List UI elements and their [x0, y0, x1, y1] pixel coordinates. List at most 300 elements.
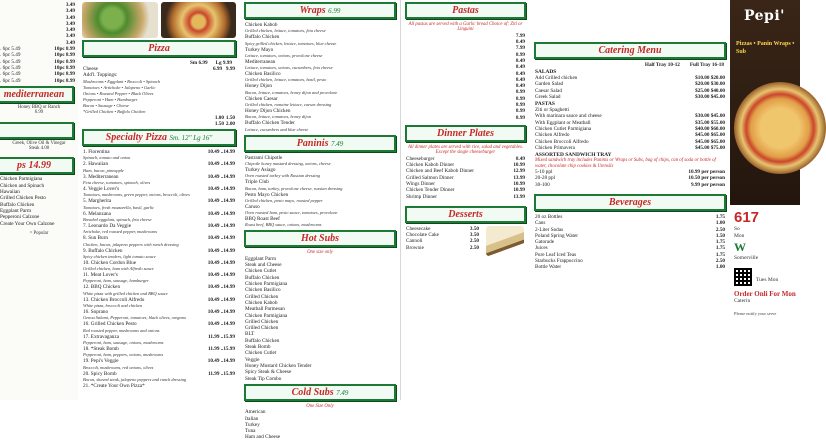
- item-price: 1.75: [715, 213, 725, 220]
- item-name: 19. Pepi's Veggie: [83, 358, 119, 365]
- half-tray-price: $45.00: [695, 144, 710, 151]
- item-description: Bacon, lettuce, tomatoes, honey dijon and provolone: [245, 89, 338, 95]
- topping-price-small: 1.50: [214, 120, 224, 127]
- item-description: Broccoli, mushrooms, red onions, olives: [83, 364, 154, 370]
- list-item: Eggplant Parm: [0, 207, 31, 214]
- item-name: Chicken Primavera: [535, 144, 575, 151]
- item-name: Shrimp Dinner: [406, 193, 437, 200]
- item-name: Caruso: [245, 203, 260, 210]
- item-price: 8.49: [515, 64, 525, 71]
- topping-price-row: [78, 121, 240, 127]
- item-price: 2.50: [715, 258, 725, 265]
- item-description: Roast beef, BBQ sauce, onions, mushrooms: [245, 222, 322, 228]
- item-price: 10.49 ..14.99: [207, 358, 235, 365]
- list-item: *Grilled Chicken • Buffalo Chicken: [83, 108, 146, 114]
- list-item: Steak Bomb: [245, 344, 271, 351]
- pastas-title: PASTAS: [535, 101, 555, 108]
- brand-tagline: Pizzas • Panin Wraps • Sub: [736, 41, 795, 55]
- item-description: Chipotle honey mustard dressing, onions, cheese: [245, 160, 331, 166]
- item-description: Tomatoes, mushrooms, green pepper, onions, broccoli, olives: [83, 192, 190, 198]
- list-item: BLT: [245, 331, 255, 338]
- item-name: 13. Chicken Broccoli Alfredo: [83, 296, 145, 303]
- full-tray-price: $30.00: [710, 81, 725, 88]
- item-price: 10.49 ..14.99: [207, 321, 235, 328]
- item-name: . 6pc 5.49: [0, 58, 21, 65]
- mediterranean-header: mediterranean: [0, 86, 74, 103]
- half-tray-price: $35.00: [695, 119, 710, 126]
- item-name: 17. Extravaganza: [83, 333, 120, 340]
- item-price: 10.49 ..14.99: [207, 272, 235, 279]
- toppings-list: [78, 79, 240, 128]
- list-item: Mushrooms • Eggplant • Broccoli • Spinach: [83, 78, 160, 84]
- item-price: 2.50: [715, 226, 725, 233]
- item-name: 6. Melanzana: [83, 210, 111, 217]
- item-price: 8.49: [515, 58, 525, 64]
- dinner-list: [401, 156, 530, 200]
- full-tray-price: $75.00: [710, 144, 725, 151]
- item-description: Bacon, shaved steak, jalapeno peppers and ranch dressing: [83, 376, 187, 382]
- item-name: Cannoli: [406, 238, 423, 245]
- item-name: 2-Liter Sodas: [535, 226, 564, 233]
- item-price: 8.99: [515, 51, 525, 58]
- full-tray-price: $65.00: [710, 132, 725, 139]
- wraps-list: [240, 22, 400, 133]
- item-name: Chicken Cutlet Parmigiana: [535, 126, 592, 133]
- item-description: Ham, bacon, pineapple: [83, 167, 124, 173]
- dinner-note: All dinner plates are served with rice, salad and vegetables. Except the single cheeseburger: [407, 144, 524, 156]
- list-item: Meatball Parmesan: [245, 306, 285, 313]
- list-item: Chicken Cutlet: [245, 350, 277, 357]
- list-item: Steak and Cheese: [245, 262, 282, 269]
- item-name: 4. Veggie Lover's: [83, 186, 120, 193]
- item-name: 7. Leonardo Da Veggie: [83, 222, 132, 229]
- full-tray-price: $45.00: [710, 113, 725, 120]
- item-name: 16. Grilled Chicken Pesto: [83, 321, 137, 328]
- item-price: 10.49 ..14.99: [207, 161, 235, 168]
- item-price: 10.49 ..14.99: [207, 284, 235, 291]
- specialty-pizza-header: Specialty Pizza Sm. 12" Lg 16": [82, 129, 236, 146]
- item-description: Lettuce, tomatoes, onions, provolone cheese: [245, 52, 323, 58]
- item-description: Grilled chicken, romaine lettuce, caesar dressing: [245, 102, 332, 108]
- topping-price-small: 1.00: [214, 114, 224, 121]
- item-name: Chicken Basilico: [245, 71, 281, 78]
- item-description: Artichoke, red roasted pepper, mushrooms: [83, 229, 158, 235]
- half-tray-label: Half Tray 10-12: [644, 62, 680, 68]
- list-item: American: [245, 409, 266, 416]
- item-price: 10.49 ..14.99: [207, 186, 235, 193]
- pastas-dinner-panel: [400, 0, 530, 400]
- size-small: Sm 6.99: [189, 60, 208, 66]
- list-item: Chicken Parmigiana: [0, 176, 43, 183]
- list-item: Italian: [245, 415, 259, 422]
- paninis-list: [240, 155, 400, 229]
- item-price: 13.99: [513, 193, 525, 200]
- item-price: 10pc 8.99: [54, 77, 75, 84]
- item-name: Chicken Kabob: [245, 22, 278, 28]
- wraps-subs-panel: [240, 0, 400, 441]
- full-tray-price: $55.00: [710, 119, 725, 126]
- item-price: 8.99: [515, 114, 525, 121]
- item-name: Chicken Caesar: [245, 95, 278, 102]
- list-item: Spicy Steak & Cheese: [245, 369, 292, 376]
- item-price: 3.49: [65, 20, 75, 27]
- list-item: Buffalo Chicken: [245, 274, 280, 281]
- item-price: 2.50: [469, 244, 479, 251]
- item-description: Genoa Salami, Pepperoni, tomatoes, black olives, oregano: [83, 315, 187, 321]
- item-name: Cheesecake: [406, 225, 431, 232]
- item-name: Grilled Salmon Dinner: [406, 174, 454, 181]
- menu-row: [401, 194, 530, 200]
- item-description: Red roasted pepper, mushrooms and onions: [83, 327, 160, 333]
- dressing-options: Greek, Olive Oil & Vinegar: [12, 140, 66, 146]
- list-item: Grilled Chicken: [245, 293, 279, 300]
- catering-header: Catering Menu: [534, 42, 726, 59]
- catering-text: Caterin: [734, 298, 751, 305]
- cheese-pizza-row: Cheese 6.99 9.99: [83, 66, 235, 72]
- item-name: Chicken Tender Dinner: [406, 187, 455, 194]
- item-description: Spicy grilled chicken, lettuce, tomatoes, blue cheese: [245, 40, 337, 46]
- steak-addon: Steak 4.00: [28, 146, 50, 152]
- item-name: 10. Chicken Cordon Blue: [83, 259, 137, 266]
- qr-code-icon[interactable]: [734, 268, 752, 286]
- salads-header: [0, 122, 74, 139]
- item-name: Buffalo Chicken: [245, 34, 280, 41]
- item-name: Turkey Mayo: [245, 46, 274, 53]
- list-item: Veggie: [245, 356, 260, 363]
- item-price: 7.99: [515, 45, 525, 52]
- item-name: Juices: [535, 245, 548, 252]
- list-item: Eggplant Parm: [245, 255, 276, 262]
- town-name: Somerville: [734, 255, 759, 261]
- item-name: Poland Spring Water: [535, 232, 578, 239]
- item-description: Bacon, ham, turkey, provolone cheese, russian dressing: [245, 185, 343, 191]
- item-name: Triple Club: [245, 179, 269, 186]
- cold-subs-list: [240, 409, 400, 440]
- list-item: Buffalo Chicken: [245, 337, 280, 344]
- list-item: Chicken Parmigiana: [245, 281, 288, 288]
- list-item: Steak Tip Combo: [245, 375, 282, 382]
- half-tray-price: $45.00: [695, 132, 710, 139]
- pastas-list: [401, 33, 530, 121]
- item-description: Pepperoni, ham, sausage, onions, mushrooms: [83, 339, 164, 345]
- item-description: White pizza, broccoli and chicken: [83, 303, 143, 309]
- item-name: Gatorade: [535, 239, 555, 246]
- item-description: Lettuce, cucumbers and blue cheese: [245, 126, 309, 132]
- item-price: 10pc 8.99: [54, 46, 75, 53]
- item-name: 5-10 ppl: [535, 169, 553, 176]
- item-price: 11.99 ..15.99: [208, 345, 235, 352]
- sandwich-title: ASSORTED SANDWICH TRAY: [535, 152, 612, 159]
- calzones-header: ps 14.99: [0, 157, 74, 174]
- item-description: Pepperoni, ham, sausage, hamburger: [83, 278, 149, 284]
- pastas-header: Pastas: [405, 2, 526, 19]
- item-name: Cans: [535, 220, 546, 227]
- list-item: Chicken Cutlet: [245, 268, 277, 275]
- cold-subs-header: Cold Subs 7.49: [244, 384, 396, 401]
- list-item: Pepperoni • Ham • Hamburger: [83, 96, 138, 102]
- item-description: Breaded eggplant, spinach, feta cheese: [83, 216, 152, 222]
- item-name: . 6pc 5.49: [0, 64, 21, 71]
- item-price: 8.49: [515, 70, 525, 77]
- full-tray-price: $45.00: [710, 93, 725, 100]
- wraps-header: Wraps 6.99: [244, 2, 396, 19]
- dressing-price: 6.99: [34, 110, 44, 116]
- list-item: Chicken Basilico: [245, 287, 281, 294]
- list-item: Chicken Parmigiana: [245, 312, 288, 319]
- item-name: . 6pc 5.49: [0, 71, 21, 78]
- item-price: 3.49: [65, 39, 75, 46]
- item-price: 10.49 ..14.99: [207, 173, 235, 180]
- hot-subs-note: One size only: [307, 250, 333, 256]
- list-item: Pepperoni Calzone: [0, 214, 40, 221]
- toppings-title: Add'l. Toppings:: [83, 72, 118, 79]
- item-price: 8.49: [515, 76, 525, 83]
- item-name: Turkey Asiago: [245, 166, 276, 173]
- item-name: Chicken Broccoli Alfredo: [535, 138, 589, 145]
- cover-info: [730, 205, 800, 400]
- list-item: Ham and Cheese: [245, 434, 281, 441]
- item-price: 10pc 8.99: [54, 71, 75, 78]
- food-photos: [82, 2, 236, 38]
- item-price: 8.99: [515, 95, 525, 102]
- item-description: Grilled chicken, lettuce, tomatoes, feta cheese: [245, 28, 326, 34]
- item-name: 30-100: [535, 181, 550, 188]
- full-tray-price: $20.00: [710, 75, 725, 81]
- item-price: 13.99: [513, 174, 525, 181]
- half-tray-price: $25.00: [695, 87, 710, 94]
- item-price: 10pc 8.99: [54, 58, 75, 65]
- item-description: Grilled chicken, lettuce, tomatoes, basil, pesto: [245, 77, 327, 83]
- list-item: Bacon • Sausage • Cheese: [83, 102, 129, 108]
- tray-prices: [693, 145, 725, 151]
- allergy-notice: Please notify your serve: [734, 311, 777, 317]
- half-tray-price: $10.00: [695, 75, 710, 81]
- menu-row: [401, 245, 484, 251]
- item-price: 3.49: [65, 27, 75, 34]
- item-price: 8.49: [515, 155, 525, 162]
- item-price: 10pc 8.99: [54, 52, 75, 59]
- brand-title: Pepi': [744, 8, 785, 24]
- list-item: Onions • Roasted Pepper • Black Olives: [83, 90, 154, 96]
- catering-salads: [530, 75, 730, 100]
- item-description: Grilled chicken, ham with Alfredo sauce: [83, 266, 154, 272]
- item-name: 2. Hawaiian: [83, 161, 109, 168]
- list-item: Grilled Chicken: [245, 325, 279, 332]
- dinner-plates-header: Dinner Plates: [405, 125, 526, 142]
- item-price: 1.00: [715, 264, 725, 271]
- pizza-panel: [78, 0, 240, 400]
- item-price: 3.49: [65, 33, 75, 40]
- item-name: 20. Spicy Bomb: [83, 370, 117, 377]
- item-price: 12.99: [513, 168, 525, 175]
- delivery-letter: W: [734, 240, 746, 254]
- topping-price-large: 2.00: [225, 120, 235, 127]
- item-name: 8. Sun Burn: [83, 235, 108, 242]
- full-tray-price: $65.00: [710, 138, 725, 145]
- item-name: Pastrami Chipotle: [245, 154, 283, 161]
- half-tray-price: $30.00: [695, 113, 710, 120]
- item-description: Chicken, bacon, jalapeno peppers with ranch dressing: [83, 241, 179, 247]
- item-name: Buffalo Chicken Tender: [245, 120, 295, 127]
- menu-row: [530, 264, 730, 270]
- list-item: Tomatoes • Artichoke • Jalapeno • Garlic: [83, 84, 156, 90]
- item-price: 7.99: [515, 32, 525, 39]
- item-description: Lettuce, tomatoes, onions, cucumbers, feta cheese: [245, 65, 333, 71]
- tray-prices: [693, 94, 725, 100]
- order-online-text[interactable]: Order Onli For Mon: [734, 290, 796, 299]
- phone-number[interactable]: 617: [734, 209, 760, 226]
- item-price: 10.49 ..14.99: [207, 222, 235, 229]
- item-name: 16. Soprano: [83, 309, 109, 316]
- cover-background: [730, 0, 800, 400]
- size-large: Lg 9.99: [215, 60, 232, 66]
- item-price: 10.99: [513, 180, 525, 187]
- full-tray-label: Full Tray 16-18: [689, 62, 724, 68]
- item-price: 10.49 ..14.99: [207, 309, 235, 316]
- beverages-header: Beverages: [534, 194, 726, 211]
- half-tray-price: $30.00: [695, 93, 710, 100]
- list-item: Grilled Chicken: [245, 318, 279, 325]
- item-price: 1.75: [715, 239, 725, 246]
- item-price: [233, 383, 235, 389]
- salad-photo: [82, 2, 158, 38]
- catering-beverages-panel: [530, 0, 730, 400]
- desserts-header: Desserts: [405, 206, 526, 223]
- item-description: White pizza with grilled chicken and BBQ sauce: [83, 290, 168, 296]
- item-name: With marinara sauce and cheese: [535, 113, 602, 120]
- list-item: Honey Mustard Chicken Tender: [245, 362, 312, 369]
- sandwich-note: Mixed sandwich tray includes Paninis or Wraps or Subs, bag of chips, can of soda or bottle of water, chocolate chip cookies & Utensils: [535, 158, 716, 169]
- item-name: 12. BBQ Chicken: [83, 284, 121, 291]
- item-price: 11.99 ..15.99: [208, 370, 235, 377]
- menu-row: [0, 78, 78, 84]
- item-price: 3.49: [65, 14, 75, 21]
- item-name: Bottle Water: [535, 264, 562, 271]
- item-name: . 6pc 5.49: [0, 46, 21, 53]
- item-name: Chicken and Beef Kabob Dinner: [406, 168, 474, 175]
- item-price: 10.49 ..14.99: [207, 259, 235, 266]
- item-price: 10.49 ..14.99: [207, 247, 235, 254]
- item-price: 10.99: [513, 187, 525, 194]
- item-price: 8.49: [515, 39, 525, 46]
- item-description: Spicy chicken tenders, light tomato sauce: [83, 253, 156, 259]
- days-text: Tues Mon: [756, 277, 779, 283]
- item-name: Chocolate Cake: [406, 232, 439, 239]
- item-description: Pepperoni, ham, peppers, onions, mushrooms: [83, 352, 164, 358]
- item-name: Cheeseburger: [406, 155, 435, 162]
- item-price: 3.50: [469, 225, 479, 232]
- item-price: 3.49: [65, 2, 75, 8]
- item-name: Chicken Alfredo: [535, 132, 570, 139]
- item-price: 9.99 per person: [690, 181, 725, 188]
- sandwich-tray-prices: [530, 169, 730, 188]
- left-partial-panel: [0, 0, 78, 400]
- item-name: 20 oz Bottles: [535, 213, 563, 220]
- item-name: 9. Buffalo Chicken: [83, 247, 123, 254]
- item-name: Mediterranean: [245, 58, 276, 65]
- menu-row: [401, 115, 530, 121]
- item-name: Caesar Salad: [535, 87, 562, 94]
- item-price: 10.49 ..14.99: [207, 198, 235, 205]
- item-name: With Eggplant or Meatball: [535, 119, 591, 126]
- item-price: 1.00: [715, 220, 725, 227]
- pastas-subtitle: Ziti or Spaghetti: [535, 107, 570, 114]
- item-name: 5. Margherita: [83, 198, 112, 205]
- menu-row: [530, 182, 730, 188]
- list-item: Buffalo Chicken: [0, 201, 35, 208]
- pizza-photo: [161, 2, 237, 38]
- pastas-note: All pastas are served with a Garlic bread Choice of: Ziti or Linguini: [408, 22, 523, 33]
- item-price: 8.99: [515, 102, 525, 109]
- list-item: Tuna: [245, 428, 256, 435]
- item-price: 10.49 ..14.99: [207, 296, 235, 303]
- pizza-hero-image: [734, 82, 826, 174]
- item-name: Chicken Kabob Dinner: [406, 162, 455, 169]
- salads-title: SALADS: [535, 69, 557, 75]
- item-price: 1.75: [715, 245, 725, 252]
- item-description: Spinach, tomato and onion: [83, 155, 131, 161]
- item-name: Brownie: [406, 244, 424, 251]
- catering-pastas: [530, 113, 730, 151]
- item-description: Oven roasted ham, pesto sauce, tomatoes, provolone: [245, 210, 338, 216]
- item-name: Add Grilled chicken: [535, 75, 578, 81]
- item-price: 1.50: [715, 232, 725, 239]
- item-description: Feta cheese, tomatoes, spinach, olives: [83, 180, 151, 186]
- item-price: 8.99: [515, 89, 525, 96]
- beverages-list: [530, 214, 730, 271]
- item-name: Wings Dinner: [406, 180, 436, 187]
- menu-row: [78, 383, 240, 389]
- hours-line-2: Mon: [734, 233, 745, 239]
- hours-line-1: So: [734, 226, 740, 232]
- item-price: 2.50: [469, 238, 479, 245]
- item-name: Pesto Mayo Chicken: [245, 191, 289, 198]
- item-price: 1.75: [715, 251, 725, 258]
- item-price: 10.49 ..14.99: [207, 149, 235, 156]
- item-price: 10.49 ..14.99: [207, 235, 235, 242]
- list-item: Turkey: [245, 421, 260, 428]
- item-name: 11. Meat Lover's: [83, 272, 118, 279]
- item-name: 21. *Create Your Own Pizza*: [83, 382, 145, 389]
- list-item: Grilled Chicken Pesto: [0, 195, 46, 202]
- half-tray-price: $40.00: [695, 126, 710, 133]
- item-name: 18. *Steak Bomb: [83, 345, 119, 352]
- item-name: Honey Dijon Chicken: [245, 108, 291, 115]
- full-tray-price: $40.00: [710, 87, 725, 94]
- item-name: Honey Dijon: [245, 83, 272, 90]
- list-item: Hawaiian: [0, 189, 20, 196]
- wings-price-list: [0, 2, 78, 84]
- hot-subs-header: Hot Subs: [244, 230, 396, 247]
- item-name: Greek Salad: [535, 93, 561, 100]
- item-description: Bacon, lettuce, tomatoes, honey dijon: [245, 114, 311, 120]
- cover-panel: [730, 0, 800, 400]
- item-name: . 6pc 5.49: [0, 77, 21, 84]
- item-price: 10.49 ..14.99: [207, 210, 235, 217]
- item-price: 10.50 per person: [688, 175, 725, 182]
- list-item: Chicken and Spinach: [0, 182, 45, 189]
- half-tray-price: $45.00: [695, 138, 710, 145]
- item-name: 1. Florentina: [83, 149, 110, 156]
- item-name: . 6pc 5.49: [0, 52, 21, 59]
- item-price: 10pc 8.99: [54, 64, 75, 71]
- cold-subs-note: One Size Only: [306, 403, 334, 409]
- item-price: 8.49: [515, 83, 525, 90]
- item-price: 3.50: [469, 232, 479, 239]
- item-description: Tomatoes, fresh mozzarella, basil, garlic: [83, 204, 155, 210]
- hot-subs-list: [240, 256, 400, 382]
- item-name: 3. Mediterranean: [83, 173, 119, 180]
